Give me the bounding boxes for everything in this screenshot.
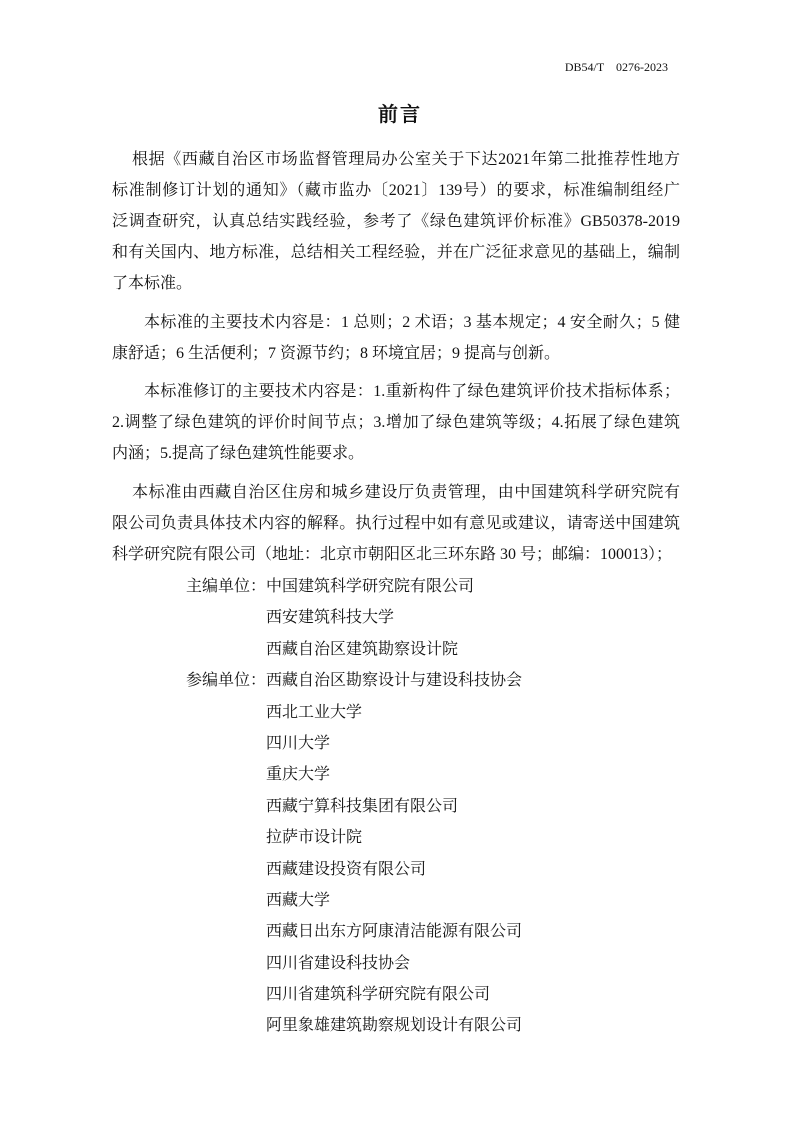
- paragraph-line: 本标准的主要技术内容是：1 总则；2 术语；3 基本规定；4 安全耐久；5 健: [144, 314, 680, 331]
- paragraph: [112, 477, 680, 570]
- unit-label: [186, 728, 266, 759]
- paragraph-line: 本标准由西藏自治区住房和城乡建设厅负责管理，由中国建筑科学研究院有: [132, 484, 680, 501]
- unit-label: [186, 822, 266, 853]
- unit-row: [186, 822, 522, 853]
- unit-name: 阿里象雄建筑勘察规划设计有限公司: [266, 1017, 523, 1035]
- unit-name: 西藏自治区勘察设计与建设科技协会: [266, 672, 523, 690]
- unit-name: 西藏自治区建筑勘察设计院: [266, 640, 459, 658]
- unit-name: 拉萨市设计院: [266, 829, 363, 847]
- unit-name: 西藏建设投资有限公司: [266, 860, 427, 878]
- unit-label: [186, 948, 266, 979]
- unit-name: 重庆大学: [266, 766, 331, 784]
- paragraph-line: 了本标准。: [112, 275, 193, 292]
- unit-name: 西藏日出东方阿康清洁能源有限公司: [266, 923, 523, 941]
- unit-row: [186, 728, 522, 759]
- paragraph-line: 和有关国内、地方标准，总结相关工程经验，并在广泛征求意见的基础上，编制: [112, 244, 680, 261]
- unit-name: 中国建筑科学研究院有限公司: [266, 578, 475, 595]
- unit-row: [186, 571, 522, 602]
- paragraph-line: 限公司负责具体技术内容的解释。执行过程中如有意见或建议，请寄送中国建筑: [112, 515, 680, 532]
- unit-row: [186, 634, 522, 665]
- unit-row: [186, 602, 522, 633]
- unit-name: 西藏大学: [266, 891, 331, 909]
- paragraph-line: 泛调查研究，认真总结实践经验，参考了《绿色建筑评价标准》GB50378-2019: [112, 213, 680, 230]
- unit-label: 参编单位：: [186, 672, 267, 690]
- unit-label: [186, 1010, 266, 1041]
- standard-code: DB54/T 0276-2023: [564, 60, 668, 74]
- paragraph-line: 2.调整了绿色建筑的评价时间节点；3.增加了绿色建筑等级；4.拓展了绿色建筑: [112, 414, 680, 431]
- paragraph-line: 本标准修订的主要技术内容是：1.重新构件了绿色建筑评价技术指标体系；: [144, 383, 680, 400]
- unit-row: [186, 697, 522, 728]
- unit-name: 四川大学: [266, 734, 331, 752]
- paragraph-line: 内涵；5.提高了绿色建筑性能要求。: [112, 445, 365, 462]
- unit-label: [186, 697, 266, 728]
- unit-row: [186, 916, 522, 947]
- unit-row: [186, 885, 522, 916]
- unit-row: [186, 665, 522, 696]
- unit-label: [186, 759, 266, 790]
- unit-label: [186, 916, 266, 947]
- unit-name: 西北工业大学: [266, 703, 363, 721]
- unit-label: [186, 791, 266, 822]
- paragraph: [112, 307, 680, 369]
- unit-name: 西安建筑科技大学: [266, 609, 395, 627]
- unit-label: [186, 885, 266, 916]
- unit-row: [186, 979, 522, 1010]
- unit-label: 主编单位：: [186, 578, 267, 595]
- page-title: 前言: [378, 104, 422, 126]
- unit-label: [186, 602, 266, 633]
- paragraph-line: 根据《西藏自治区市场监督管理局办公室关于下达2021年第二批推荐性地方: [132, 151, 680, 168]
- unit-name: 西藏宁算科技集团有限公司: [266, 797, 459, 815]
- paragraph-line: 康舒适；6 生活便利；7 资源节约；8 环境宜居；9 提高与创新。: [112, 345, 561, 362]
- unit-row: [186, 791, 522, 822]
- paragraph-line: 标准制修订计划的通知》（藏市监办〔2021〕139号）的要求，标准编制组经广: [112, 182, 680, 199]
- unit-row: [186, 759, 522, 790]
- paragraph: [112, 144, 680, 299]
- unit-row: [186, 948, 522, 979]
- unit-row: [186, 1010, 522, 1041]
- unit-label: [186, 979, 266, 1010]
- unit-name: 四川省建设科技协会: [266, 954, 411, 972]
- paragraph-line: 科学研究院有限公司（地址：北京市朝阳区北三环东路 30 号；邮编：100013）；: [112, 546, 673, 563]
- unit-label: [186, 634, 266, 665]
- unit-label: [186, 854, 266, 885]
- paragraph: [112, 376, 680, 469]
- unit-name: 四川省建筑科学研究院有限公司: [266, 986, 491, 1004]
- unit-row: [186, 854, 522, 885]
